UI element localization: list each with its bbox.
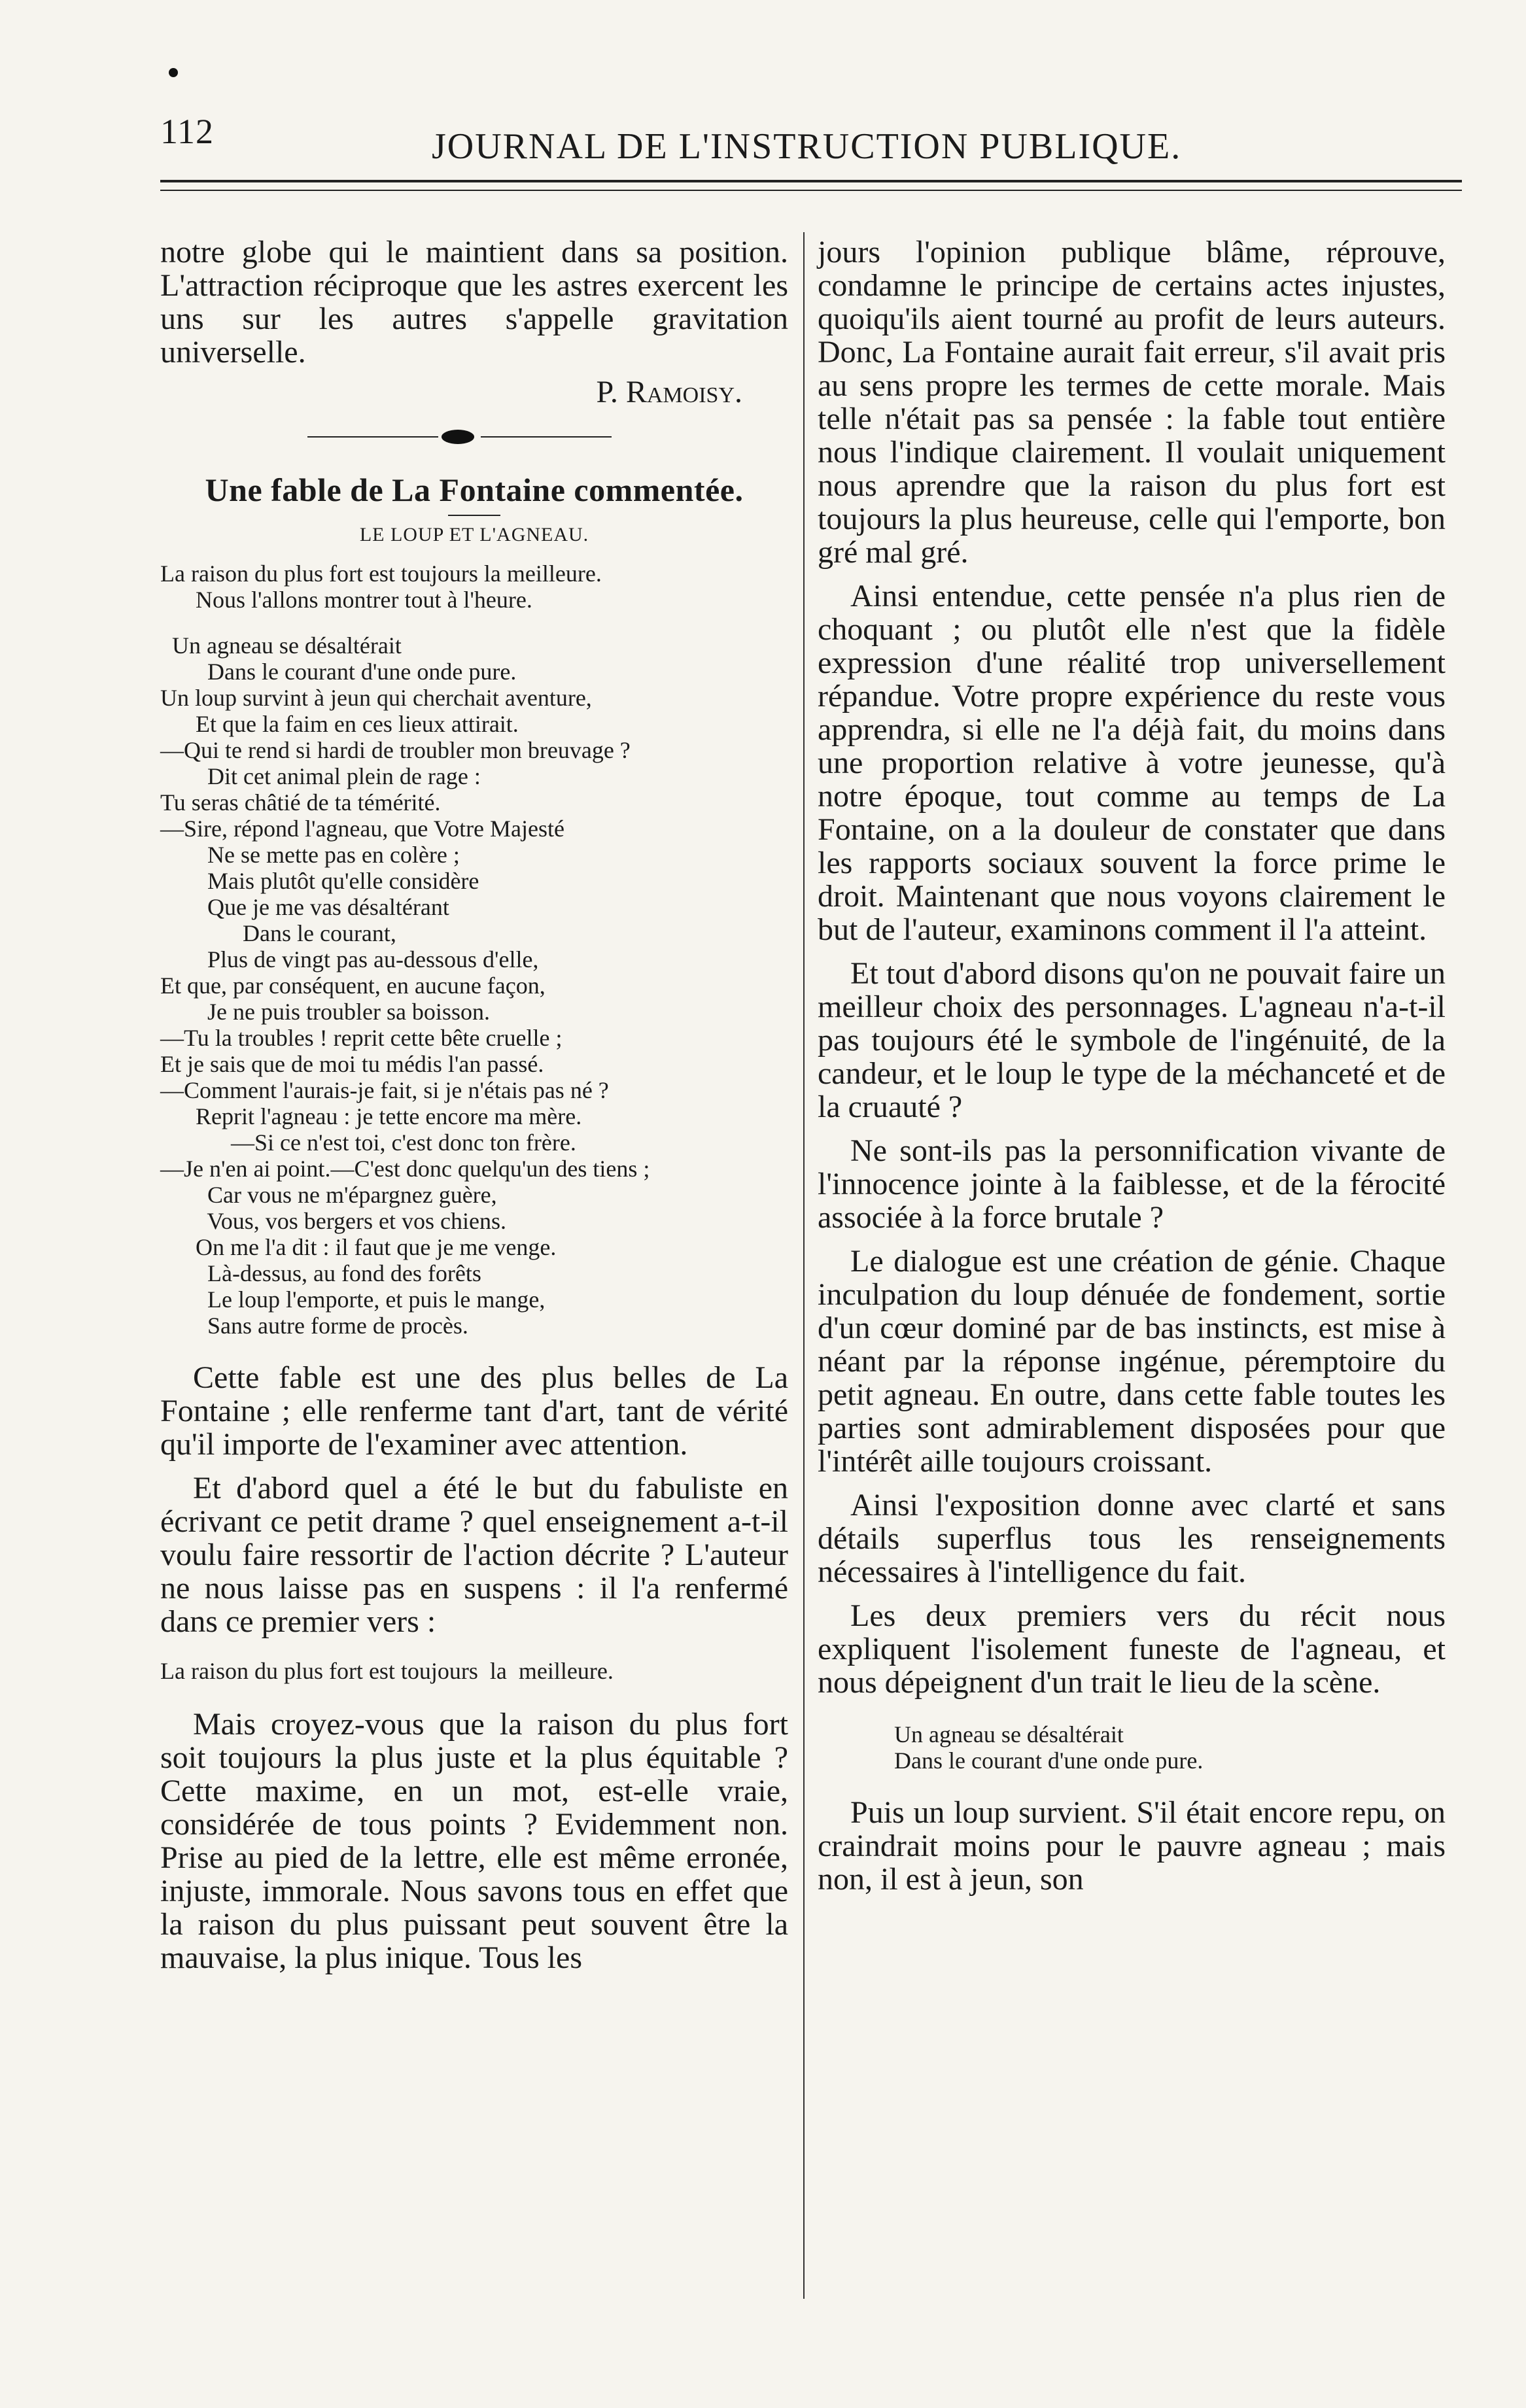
verse-line: Dit cet animal plein de rage : bbox=[160, 763, 481, 789]
body-paragraph: Cette fable est une des plus belles de La Fontaine ; elle renferme tant d'art, tant de vérité qu'il importe de l'examiner avec attention. bbox=[160, 1360, 788, 1462]
verse-line: Et que, par conséquent, en aucune façon, bbox=[160, 972, 546, 999]
verse-line: —Je n'en ai point.—C'est donc quelqu'un des tiens ; bbox=[160, 1156, 650, 1182]
quoted-verse: La raison du plus fort est toujours la meilleure. bbox=[160, 1658, 614, 1684]
verse-line: On me l'a dit : il faut que je me venge. bbox=[160, 1234, 557, 1260]
section-title: Une fable de La Fontaine commentée. bbox=[205, 472, 744, 508]
verse-line: Et je sais que de moi tu médis l'an passé. bbox=[160, 1051, 544, 1077]
ornament-dot bbox=[442, 430, 474, 444]
body-paragraph: Puis un loup survient. S'il était encore repu, on craindrait moins pour le pauvre agneau ; mais non, il est à jeun, son bbox=[818, 1795, 1446, 1897]
verse-line: —Sire, répond l'agneau, que Votre Majesté bbox=[160, 816, 564, 842]
column-divider bbox=[803, 232, 805, 2299]
fable-moral bbox=[160, 560, 788, 613]
verse-line: Car vous ne m'épargnez guère, bbox=[160, 1182, 497, 1208]
ornament-line bbox=[481, 436, 612, 438]
verse-line: Un loup survint à jeun qui cherchait aventure, bbox=[160, 685, 592, 711]
verse-line: Et que la faim en ces lieux attirait. bbox=[160, 711, 519, 737]
fable-text bbox=[160, 632, 788, 1339]
intro-paragraph: notre globe qui le maintient dans sa position. L'attraction réciproque que les astres exercent les uns sur les autres s'appelle gravitation universelle. bbox=[160, 235, 788, 370]
verse-line: Ne se mette pas en colère ; bbox=[160, 842, 460, 868]
header-rule-thin bbox=[160, 190, 1462, 191]
body-paragraph: Et tout d'abord disons qu'on ne pouvait faire un meilleur choix des personnages. L'agneau n'a-t-il pas toujours été le symbole de l'ingénuité, de la candeur, et le loup le type de la méchanceté et de la cruauté ? bbox=[818, 956, 1446, 1124]
body-paragraph: Les deux premiers vers du récit nous expliquent l'isolement funeste de l'agneau, et nous dépeignent d'un trait le lieu de la scène. bbox=[818, 1598, 1446, 1700]
verse-line: Dans le courant d'une onde pure. bbox=[160, 659, 517, 685]
verse-line: Mais plutôt qu'elle considère bbox=[160, 868, 479, 894]
verse-line: Vous, vos bergers et vos chiens. bbox=[160, 1208, 506, 1234]
header-rule bbox=[160, 180, 1462, 182]
bullet-mark bbox=[169, 68, 178, 77]
body-paragraph: Et d'abord quel a été le but du fabuliste en écrivant ce petit drame ? quel enseignement a-t-il voulu faire ressortir de l'action décrite ? L'auteur ne nous laisse pas en suspens : il l'a renfermé dans ce premier vers : bbox=[160, 1471, 788, 1639]
verse-line: —Si ce n'est toi, c'est donc ton frère. bbox=[160, 1129, 576, 1156]
left-column bbox=[160, 235, 788, 1974]
page-number: 112 bbox=[160, 112, 214, 151]
verse-line: Je ne puis troubler sa boisson. bbox=[160, 999, 490, 1025]
verse-line: Nous l'allons montrer tout à l'heure. bbox=[160, 587, 532, 613]
right-column bbox=[818, 235, 1446, 1896]
verse-line: Là-dessus, au fond des forêts bbox=[160, 1260, 481, 1286]
verse-line: —Comment l'aurais-je fait, si je n'étais pas né ? bbox=[160, 1077, 609, 1103]
body-paragraph: Le dialogue est une création de génie. Chaque inculpation du loup dénuée de fondement, sortie d'un cœur dominé par de bas instincts, est mise à néant par la réponse ingénue, péremptoire du petit agneau. En outre, dans cette fable toutes les parties sont admirablement disposées pour que l'intérêt aille toujours croissant. bbox=[818, 1244, 1446, 1479]
verse-line: Plus de vingt pas au-dessous d'elle, bbox=[160, 946, 539, 972]
verse-line: Reprit l'agneau : je tette encore ma mère. bbox=[160, 1103, 582, 1129]
author-signature: P. Ramoisy. bbox=[596, 375, 742, 409]
verse-line: Tu seras châtié de ta témérité. bbox=[160, 789, 441, 816]
fable-title: LE LOUP ET L'AGNEAU. bbox=[359, 524, 589, 545]
body-paragraph: jours l'opinion publique blâme, réprouve, condamne le principe de certains actes injustes, quoiqu'ils aient tourné au profit de leurs auteurs. Donc, La Fontaine aurait fait erreur, s'il avait pris au sens propre les termes de cette morale. Mais telle n'était pas sa pensée : la fable tout entière nous l'indique clairement. Il voulait uniquement nous aprendre que la raison du plus fort est toujours la plus heureuse, celle qui l'emporte, bon gré mal gré. bbox=[818, 235, 1446, 570]
verse-line: Sans autre forme de procès. bbox=[160, 1313, 468, 1339]
quoted-verses bbox=[876, 1721, 1446, 1774]
verse-line: —Qui te rend si hardi de troubler mon breuvage ? bbox=[160, 737, 631, 763]
verse-line: Que je me vas désaltérant bbox=[160, 894, 449, 920]
body-paragraph: Ne sont-ils pas la personnification vivante de l'innocence jointe à la faiblesse, et de la férocité associée à la force brutale ? bbox=[818, 1133, 1446, 1235]
body-paragraph: Ainsi l'exposition donne avec clarté et sans détails superflus tous les renseignements nécessaires à l'intelligence du fait. bbox=[818, 1488, 1446, 1589]
verse-line: La raison du plus fort est toujours la meilleure. bbox=[160, 560, 602, 587]
verse-line: Dans le courant d'une onde pure. bbox=[876, 1747, 1204, 1774]
verse-line: Le loup l'emporte, et puis le mange, bbox=[160, 1286, 546, 1313]
small-rule bbox=[448, 515, 500, 516]
verse-line: Un agneau se désaltérait bbox=[876, 1721, 1124, 1747]
ornament-line bbox=[307, 436, 438, 438]
verse-line: —Tu la troubles ! reprit cette bête cruelle ; bbox=[160, 1025, 563, 1051]
verse-line: Un agneau se désaltérait bbox=[160, 632, 402, 659]
body-paragraph: Ainsi entendue, cette pensée n'a plus rien de choquant ; ou plutôt elle n'est que la fidèle expression d'une réalité trop universellement répandue. Votre propre expérience du reste vous apprendra, si elle ne l'a déjà fait, du moins dans une proportion relative à votre jeunesse, qu'à notre époque, tout comme au temps de La Fontaine, on a la douleur de constater que dans les rapports sociaux souvent la force prime le droit. Maintenant que nous voyons clairement le but de l'auteur, examinons comment il l'a atteint. bbox=[818, 579, 1446, 947]
verse-line: Dans le courant, bbox=[160, 920, 396, 946]
ornament-divider bbox=[160, 418, 788, 457]
running-title: JOURNAL DE L'INSTRUCTION PUBLIQUE. bbox=[432, 126, 1182, 167]
body-paragraph: Mais croyez-vous que la raison du plus fort soit toujours la plus juste et la plus équitable ? Cette maxime, en un mot, est-elle vraie, considérée de tous points ? Evidemment non. Prise au pied de la lettre, elle est même erronée, injuste, immorale. Nous savons tous en effet que la raison du plus puissant peut souvent être la mauvaise, la plus inique. Tous les bbox=[160, 1707, 788, 1975]
